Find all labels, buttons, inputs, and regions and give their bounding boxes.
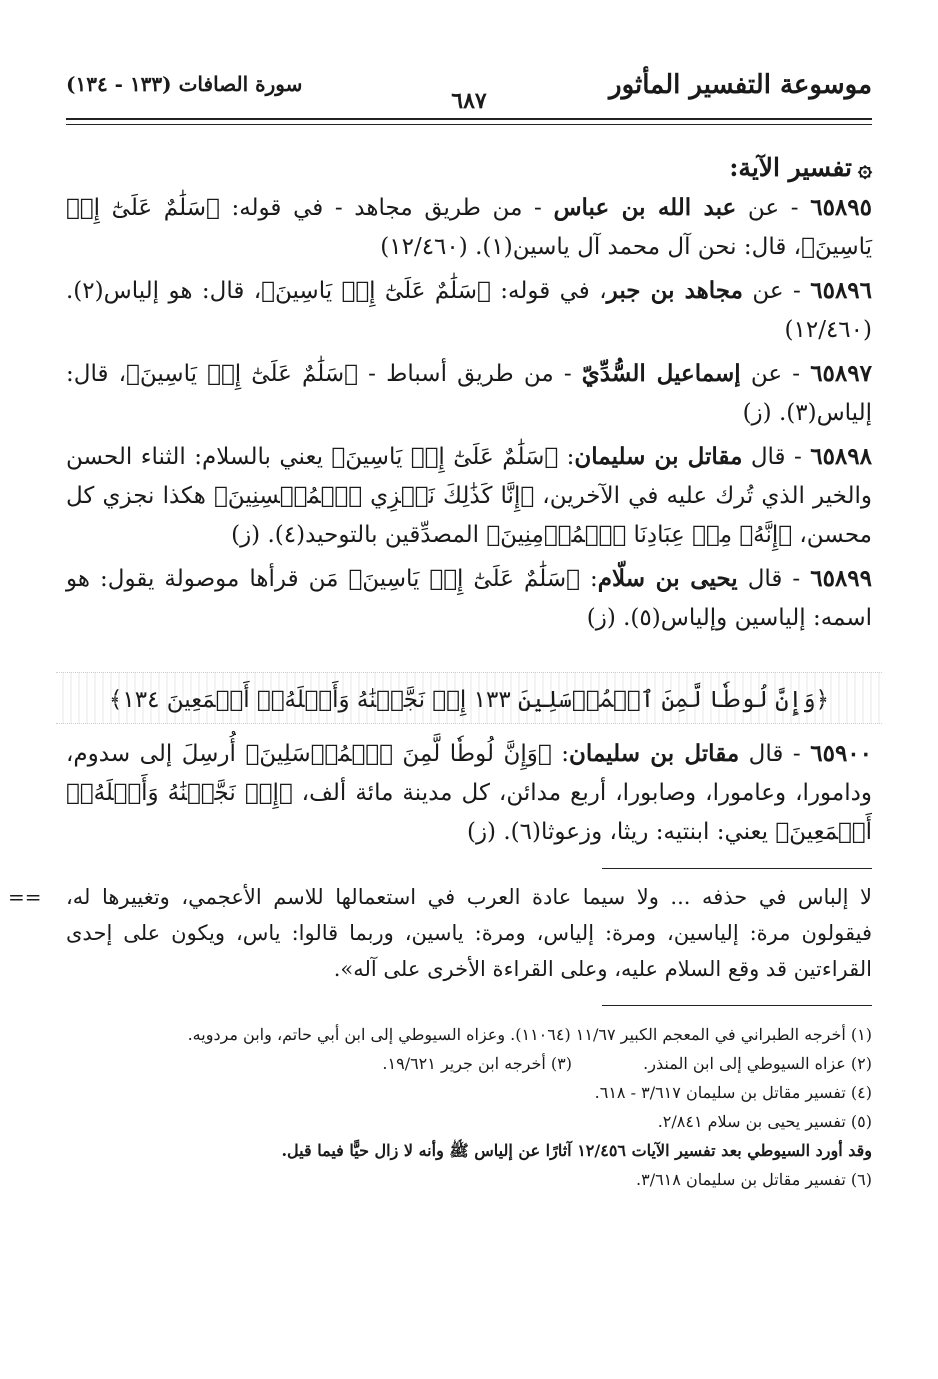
entry-prefix: - عن [742, 278, 811, 304]
entry-text: : ﴿سَلَٰمٌ عَلَىٰٓ إِلۡ يَاسِينَ﴾ مَن قرأها موصولة يقول: هو اسمه: إلياسين وإلياس(٥). (ز) [66, 566, 872, 631]
book-title: موسوعة التفسير المأثور [609, 70, 872, 100]
page [8, 70, 873, 1194]
entry-number: ٦٥٨٩٩ [810, 565, 872, 592]
narrator-name: مجاهد بن جبر [606, 277, 743, 304]
narrator-name: مقاتل بن سليمان [568, 740, 740, 767]
entry-number: ٦٥٩٠٠ [810, 740, 873, 767]
surah-label: سورة الصافات (١٣٣ - ١٣٤) [66, 72, 303, 96]
entry-number: ٦٥٨٩٧ [810, 360, 872, 387]
footnotes [66, 1020, 872, 1194]
continued-note-text: لا إلباس في حذفه ... ولا سيما عادة العرب في استعمالها للاسم الأعجمي، وتغييرها له، فيقولون مرة: إلياسين، ومرة: إلياس، ومرة: ياسين، وربما قالوا: ياس، ويكون على إحدى القراءتين قد وقع السلام عليه، وعلى القراءة الأخرى على آله». [66, 885, 872, 981]
narrator-name: مقاتل بن سليمان [574, 443, 743, 470]
entry-number: ٦٥٨٩٥ [810, 194, 872, 221]
entry-65895 [66, 188, 872, 267]
entry-text: : ﴿سَلَٰمٌ عَلَىٰٓ إِلۡ يَاسِينَ﴾ يعني بالسلام: الثناء الحسن والخير الذي تُرك عليه في الآخرين، ﴿إِنَّا كَذَٰلِكَ نَجۡزِي ٱلۡمُحۡسِنِينَ﴾ هكذا نجزي كل محسن، ﴿إِنَّهُۥ مِنۡ عِبَادِنَا ٱلۡمُؤۡمِنِينَ﴾ المصدِّقين بالتوحيد(٤). (ز) [66, 444, 872, 548]
continuation-mark: == [8, 885, 42, 909]
footnote-3: (٣) أخرجه ابن جرير ١٩/٦٢١. [382, 1054, 572, 1073]
verse-banner [56, 672, 882, 724]
running-header [66, 70, 872, 114]
footnote-separator [602, 868, 872, 869]
entry-65897 [66, 354, 872, 433]
footnote-5: (٥) تفسير يحيى بن سلام ٢/٨٤١. [657, 1112, 872, 1131]
entry-65900 [66, 734, 872, 852]
entry-prefix: - عن [736, 195, 811, 221]
page-number: ٦٨٧ [451, 88, 487, 114]
footnote-4: (٤) تفسير مقاتل بن سليمان ٣/٦١٧ - ٦١٨. [594, 1083, 872, 1102]
section-heading [66, 153, 872, 182]
entry-prefix: - قال [742, 444, 811, 470]
footnote-5-note: وقد أورد السيوطي بعد تفسير الآيات ١٢/٤٥٦ آثارًا عن إلياس ﷺ وأنه لا زال حيًّا فيما قيل. [281, 1141, 872, 1160]
entry-65898 [66, 437, 872, 555]
continued-note [8, 879, 872, 987]
entry-text: : ﴿وَإِنَّ لُوطٗا لَّمِنَ ٱلۡمُرۡسَلِينَ﴾ أُرسِلَ إلى سدوم، ودامورا، وعامورا، وصابورا، أربع مدائن، كل مدينة مائة ألف، ﴿إِذۡ نَجَّيۡنَٰهُ وَأَهۡلَهُۥٓ أَجۡمَعِينَ﴾ يعني: ابنتيه: ريثا، وزعوثا(٦). (ز) [66, 741, 872, 845]
entry-text: ، في قوله: ﴿سَلَٰمٌ عَلَىٰٓ إِلۡ يَاسِينَ﴾، قال: هو إلياس(٢). (١٢/٤٦٠) [66, 278, 872, 343]
footnote-6: (٦) تفسير مقاتل بن سليمان ٣/٦١٨. [636, 1170, 872, 1189]
entry-number: ٦٥٨٩٨ [810, 443, 872, 470]
entry-prefix: - قال [737, 566, 811, 592]
entry-prefix: - قال [739, 741, 811, 767]
section-title: تفسير الآية: [729, 153, 852, 182]
narrator-name: إسماعيل السُّدِّيّ [581, 360, 741, 387]
entry-number: ٦٥٨٩٦ [810, 277, 873, 304]
entry-text: - من طريق أسباط - ﴿سَلَٰمٌ عَلَىٰٓ إِلۡ يَاسِينَ﴾، قال: إلياس(٣). (ز) [66, 361, 872, 426]
narrator-name: يحيى بن سلّام [597, 565, 738, 592]
footnote-2: (٢) عزاه السيوطي إلى ابن المنذر. [643, 1054, 872, 1073]
narrator-name: عبد الله بن عباس [553, 194, 737, 221]
entry-65899 [66, 559, 872, 638]
footnote-1: (١) أخرجه الطبراني في المعجم الكبير ١١/٦٧ (١١٠٦٤). وعزاه السيوطي إلى ابن أبي حاتم، وابن مردويه. [187, 1025, 872, 1044]
entry-text: - من طريق مجاهد - في قوله: ﴿سَلَٰمٌ عَلَىٰٓ إِلۡ يَاسِينَ﴾، قال: نحن آل محمد آل ياسين(١). (١٢/٤٦٠) [66, 195, 872, 260]
footnote-separator [602, 1005, 872, 1006]
quran-verse: ﴿وَإِنَّ لُوطٗا لَّمِنَ ٱلۡمُرۡسَلِينَ ١٣٣ إِذۡ نَجَّيۡنَٰهُ وَأَهۡلَهُۥٓ أَجۡمَعِينَ ١٣٤﴾ [108, 687, 830, 713]
entry-prefix: - عن [740, 361, 811, 387]
header-rule [66, 118, 872, 125]
entry-65896 [66, 271, 872, 350]
flower-star-icon: ۞ [857, 153, 872, 182]
footnote-row [66, 1049, 872, 1078]
